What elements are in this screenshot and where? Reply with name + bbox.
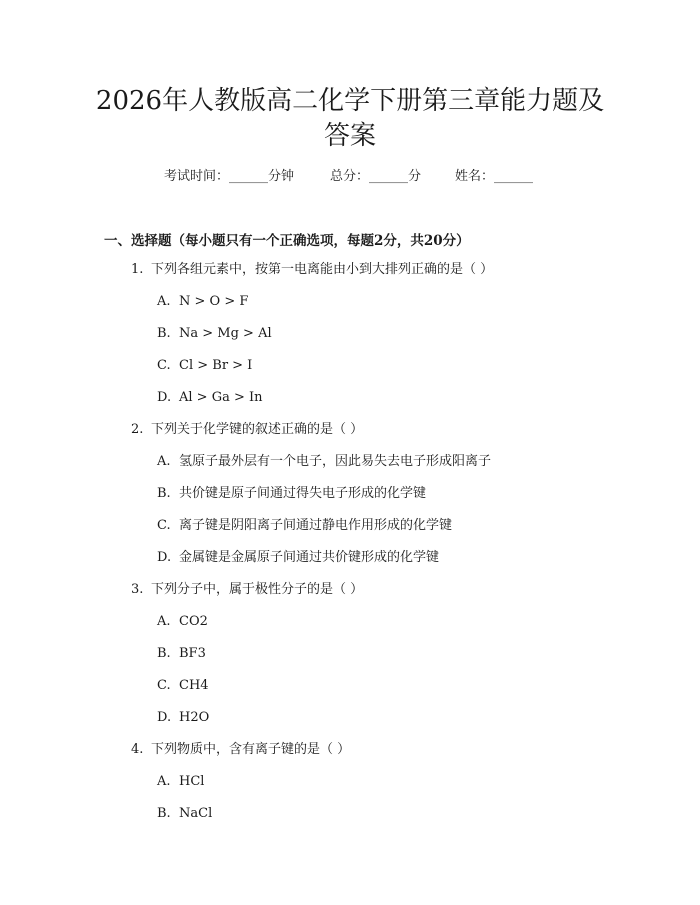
question-number: 2. bbox=[131, 422, 144, 437]
option-4b: B. NaCl bbox=[157, 806, 213, 821]
question-4 bbox=[131, 741, 350, 759]
title-line-2: 答案 bbox=[323, 121, 376, 151]
option-2a: A. 氢原子最外层有一个电子，因此易失去电子形成阳离子 bbox=[157, 454, 492, 469]
option-1d: D. Al > Ga > In bbox=[157, 390, 263, 405]
option-1b: B. Na > Mg > Al bbox=[157, 326, 272, 341]
question-text: 下列物质中，含有离子键的是（ ） bbox=[151, 742, 351, 757]
question-text: 下列各组元素中，按第一电离能由小到大排列正确的是（ ） bbox=[151, 262, 494, 277]
student-name: 姓名：______ bbox=[455, 169, 534, 184]
question-text: 下列分子中，属于极性分子的是（ ） bbox=[151, 582, 364, 597]
page-title bbox=[60, 84, 640, 154]
total-score: 总分：______分 bbox=[330, 169, 422, 184]
option-2c: C. 离子键是阴阳离子间通过静电作用形成的化学键 bbox=[157, 518, 453, 533]
question-1 bbox=[131, 261, 493, 279]
question-number: 4. bbox=[131, 742, 144, 757]
question-number: 1. bbox=[131, 262, 144, 277]
question-text: 下列关于化学键的叙述正确的是（ ） bbox=[151, 422, 364, 437]
option-2d: D. 金属键是金属原子间通过共价键形成的化学键 bbox=[157, 550, 440, 565]
option-3b: B. BF3 bbox=[157, 646, 206, 661]
option-3d: D. H2O bbox=[157, 710, 210, 725]
question-3 bbox=[131, 581, 363, 599]
option-3a: A. CO2 bbox=[157, 614, 208, 629]
title-line-1: 2026年人教版高二化学下册第三章能力题及 bbox=[95, 86, 605, 116]
exam-time: 考试时间：______分钟 bbox=[164, 169, 295, 184]
option-1a: A. N > O > F bbox=[157, 294, 249, 309]
option-4a: A. HCl bbox=[157, 774, 205, 789]
option-3c: C. CH4 bbox=[157, 678, 209, 693]
option-2b: B. 共价键是原子间通过得失电子形成的化学键 bbox=[157, 486, 427, 501]
question-2 bbox=[131, 421, 363, 439]
question-number: 3. bbox=[131, 582, 144, 597]
option-1c: C. Cl > Br > I bbox=[157, 358, 253, 373]
section-heading: 一、选择题（每小题只有一个正确选项，每题2分，共20分） bbox=[104, 233, 470, 249]
